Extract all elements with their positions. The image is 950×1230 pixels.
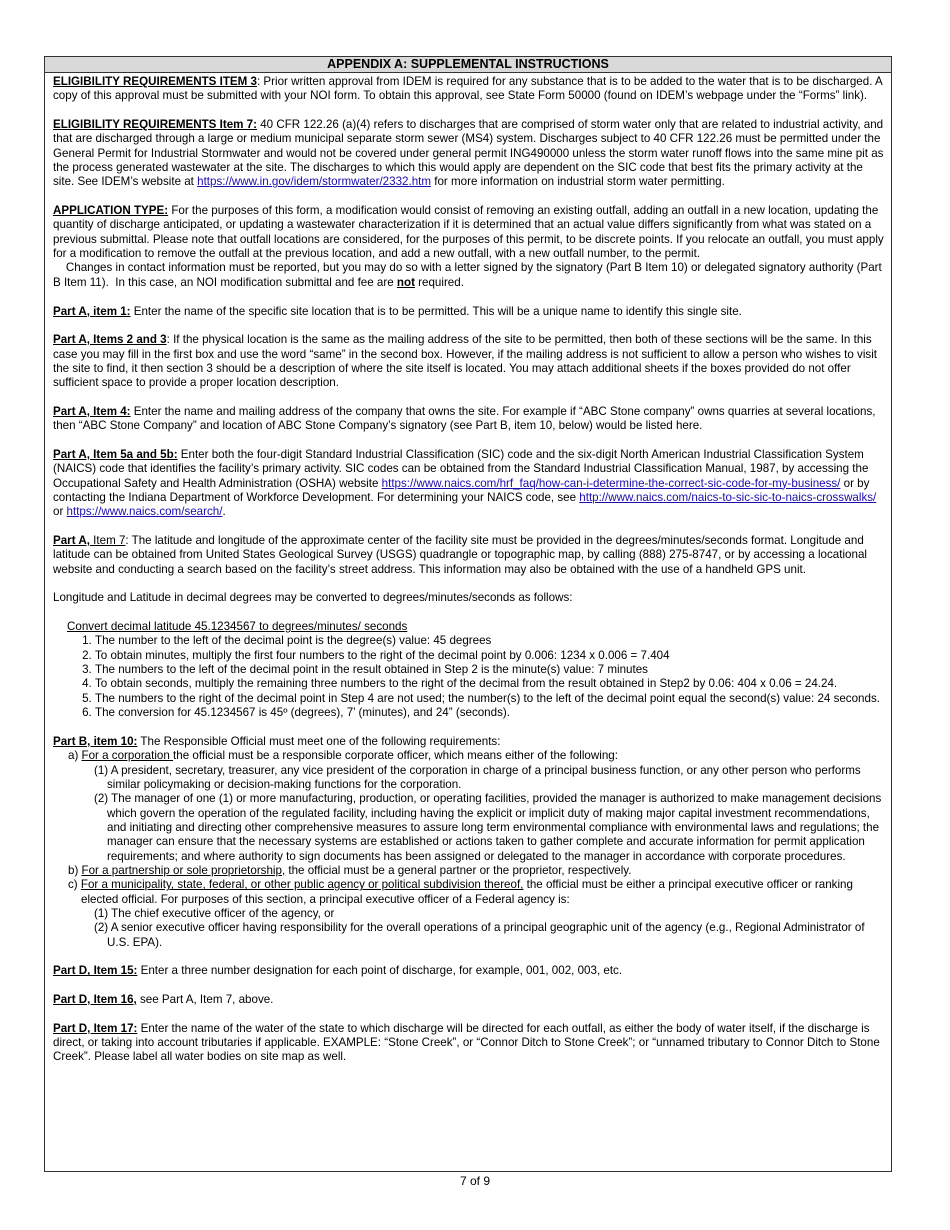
list-item: 5. The numbers to the right of the decimal point in Step 4 are not used; the number(s) to the left of the decimal point equal the second(s) value: 24 seconds. — [95, 692, 885, 706]
municipality-requirement: c) For a municipality, state, federal, or other public agency or political subdivision thereof, the official must be either a principal executive officer or ranking elected official. For purposes of this section, a principal executive officer of a Federal agency is: — [68, 878, 853, 906]
page-number: 7 of 9 — [459, 1174, 491, 1188]
eligibility-item-3-label: ELIGIBILITY REQUIREMENTS ITEM 3 — [53, 75, 257, 88]
naics-crosswalk-link[interactable]: http://www.naics.com/naics-to-sic-sic-to-naics-crosswalks/ — [579, 490, 877, 504]
eligibility-item-7: ELIGIBILITY REQUIREMENTS Item 7: 40 CFR 122.26 (a)(4) refers to discharges that are comprised of storm water only that are related to industrial activity, and that are discharged through a large or medium municipal separate storm sewer (MS4) system. Discharges subject to 40 CFR 122.26 must be permitted under the General Permit for Industrial Stormwater and would not be covered under general permit ING490000 unless the storm water runoff flows into the same mine pit as the process generated wastewater at the site. The discharges to which this would apply are dependent on the SIC code that best fits the primary activity at the site. See IDEM’s website at https://www.in.gov/idem/stormwater/2332.htm for more information on industrial storm water permitting. — [53, 118, 884, 189]
instructions-content — [45, 73, 891, 1065]
part-a-item-1: Part A, item 1: Enter the name of the specific site location that is to be permitted. This will be a unique name to identify this single site. — [53, 304, 742, 318]
eligibility-item-3: ELIGIBILITY REQUIREMENTS ITEM 3: Prior written approval from IDEM is required for any substance that is to be added to the water that is to be discharged. A copy of this approval must be submitted with your NOI form. To obtain this approval, see State Form 50000 (found on IDEM’s webpage under the “Forms” link). — [53, 75, 883, 103]
part-a-items-2-3: Part A, Items 2 and 3: If the physical location is the same as the mailing address of the site to be permitted, then both of these sections will be the same. In this case you may fill in the first box and use the word “same” in the second box. However, if the mailing address is not sufficient to allow a person who wishes to visit the site to find, it then section 3 should be a description of where the site itself is located. You may attach additional sheets if the boxes provided do not offer sufficient space to provide a proper location description. — [53, 333, 877, 390]
list-item: 1. The number to the left of the decimal point is the degree(s) value: 45 degrees — [95, 634, 885, 648]
partnership-requirement: b) For a partnership or sole proprietorship, the official must be a general partner or the proprietor, respectively. — [68, 863, 632, 877]
part-b-item-10: Part B, item 10: The Responsible Official must meet one of the following requirements: a) For a corporation the official must be a responsible corporate officer, which means either of the following: (1) A president, secretary, treasurer, any vice president of the corporation in charge of a principal business function, or any other person who performs similar policymaking or decision-making functions for the corporation. (2) The manager of one (1) or more manufacturing, production, or operating facilities, provided the manager is authorized to make management decisions which govern the operation of the regulated facility, including having the explicit or implicit duty of making major capital investment recommendations, and initiating and directing other comprehensive measures to assure long term environmental compliance with environmental laws and regulations; the manager can ensure that the necessary systems are established or actions taken to gather complete and accurate information for permit application requirements; and where authority to sign documents has been assigned or delegated to the manager in accordance with corporate procedures. b) For a partnership or sole proprietorship, the official must be a general partner or the proprietor, respectively. c) For a municipality, state, federal, or other public agency or political subdivision thereof, the official must be either a principal executive officer or ranking elected official. For purposes of this section, a principal executive officer of a Federal agency is: (1) The chief executive officer of the agency, or (2) A senior executive officer having responsibility for the overall operations of a principal geographic unit of the agency (e.g., Regional Administrator of U.S. EPA). — [53, 735, 885, 950]
application-type-contact-changes: Changes in contact information must be reported, but you may do so with a letter signed by the signatory (Part B Item 10) or delegated signatory authority (Part B Item 11). In this case, an NOI modification submittal and fee are not required. — [53, 261, 885, 289]
part-d-item-16: Part D, Item 16, see Part A, Item 7, above. — [53, 993, 274, 1006]
convert-steps — [53, 634, 885, 720]
list-item: 2. To obtain minutes, multiply the first four numbers to the right of the decimal point by 0.006: 1234 x 0.006 = 7.404 — [95, 649, 885, 663]
appendix-box — [44, 56, 892, 1172]
list-item: 4. To obtain seconds, multiply the remaining three numbers to the right of the decimal from the result obtained in Step2 by 0.06: 404 x 0.06 = 24.24. — [95, 677, 885, 691]
osha-sic-link[interactable]: https://www.naics.com/hrf_faq/how-can-i-determine-the-correct-sic-code-for-my-business/ — [381, 476, 841, 490]
part-a-item-7: Part A, Item 7: The latitude and longitude of the approximate center of the facility site must be provided in the degrees/minutes/seconds format. Longitude and latitude can be obtained from United States Geological Survey (USGS) quadrangle or topographic map, by calling (888) 275-8747, or by accessing a locational website and conducting a search based on the facility’s street address. This information may also be obtained with the use of a handheld GPS unit. — [53, 534, 867, 576]
list-item: 6. The conversion for 45.1234567 is 45º (degrees), 7’ (minutes), and 24” (seconds). — [95, 706, 885, 720]
application-type-label: APPLICATION TYPE: — [53, 204, 169, 218]
part-a-item-5: Part A, Item 5a and 5b: Enter both the four-digit Standard Industrial Classification (SIC) code and the six-digit North American Industrial Classification System (NAICS) code that identifies the facility’s primary activity. SIC codes can be obtained from the Standard Industrial Classification Manual, 1987, by accessing the Occupational Safety and Health Administration (OSHA) website https://www.naics.com/hrf_faq/how-can-i-determine-the-correct-sic-code-for-my-business/ or by contacting the Indiana Department of Workforce Development. For determining your NAICS code, see http://www.naics.com/naics-to-sic-sic-to-naics-crosswalks/ or https://www.naics.com/search/. — [53, 447, 877, 519]
convert-intro: Longitude and Latitude in decimal degrees may be converted to degrees/minutes/seconds as follows: — [53, 591, 573, 605]
corporation-requirement: a) For a corporation the official must be a responsible corporate officer, which means either of the following: — [68, 749, 618, 763]
naics-search-link[interactable]: https://www.naics.com/search/ — [66, 505, 223, 519]
part-d-item-17: Part D, Item 17: Enter the name of the water of the state to which discharge will be directed for each outfall, as either the body of water itself, if the discharge is direct, or taking into account tributaries if applicable. EXAMPLE: “Stone Creek”, or “Connor Ditch to Stone Creek”; or “unnamed tributary to Connor Ditch to Stone Creek”. Please label all water bodies on site map as well. — [53, 1021, 880, 1064]
list-item: 3. The numbers to the left of the decimal point in the result obtained in Step 2 is the minute(s) value: 7 minutes — [95, 663, 885, 677]
convert-heading: Convert decimal latitude 45.1234567 to degrees/minutes/ seconds — [67, 620, 408, 634]
stormwater-link[interactable]: https://www.in.gov/idem/stormwater/2332.htm — [197, 175, 432, 189]
part-a-item-4: Part A, Item 4: Enter the name and mailing address of the company that owns the site. For example if “ABC Stone company” owns quarries at several locations, then “ABC Stone Company” and location of ABC Stone Company’s signatory (see Part B, item 10, below) would be listed here. — [53, 404, 876, 433]
application-type: APPLICATION TYPE: For the purposes of this form, a modification would consist of removing an existing outfall, adding an outfall in a new location, updating the quantity of discharge anticipated, or updating a wastewater characterization if it is determined that an actual value differs significantly from what was stated on a previous submittal. Please note that outfall locations are considered, for the purposes of this permit, to be discrete points. If you relocate an outfall, you must apply for a modification to remove the outfall at the previous location, and add a new outfall, with a new outfall number, to the permit. — [53, 204, 884, 261]
part-d-item-15: Part D, Item 15: Enter a three number designation for each point of discharge, for example, 001, 002, 003, etc. — [53, 964, 623, 978]
eligibility-item-7-label: ELIGIBILITY REQUIREMENTS Item 7: — [53, 118, 257, 132]
appendix-title: APPENDIX A: SUPPLEMENTAL INSTRUCTIONS — [45, 57, 891, 73]
